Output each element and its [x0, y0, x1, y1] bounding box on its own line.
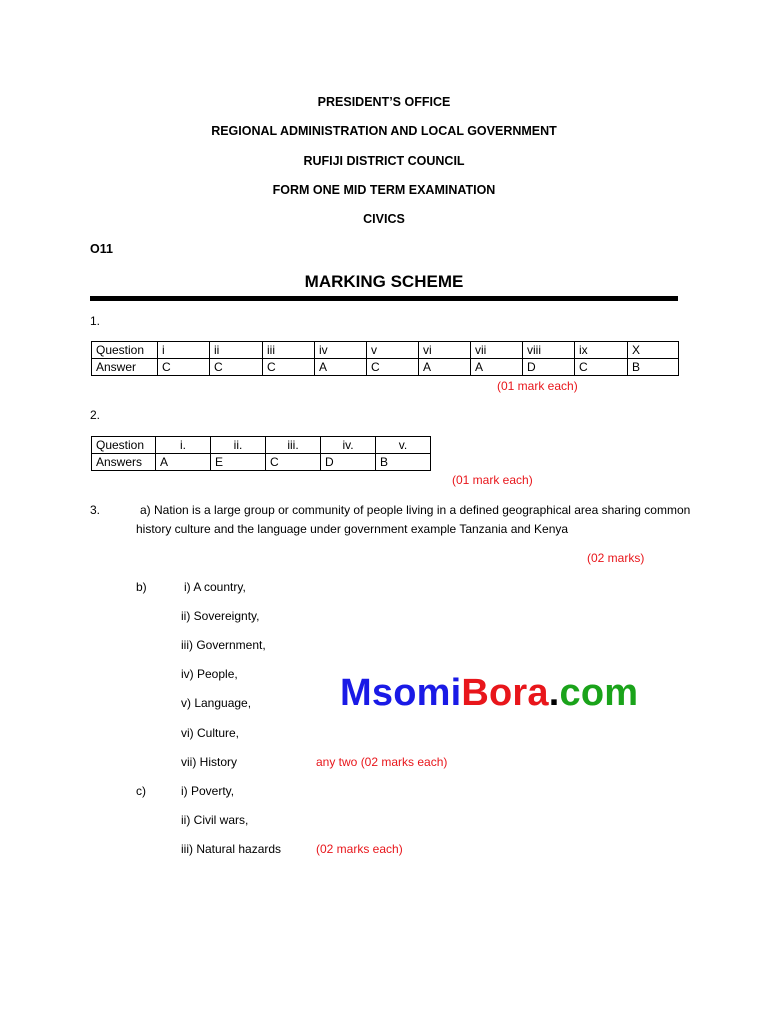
- q3c-label: c): [136, 784, 146, 798]
- q3b-item: iii) Government,: [181, 638, 266, 652]
- q1-answer-cell: C: [367, 359, 419, 376]
- q1-answer-cell: C: [158, 359, 210, 376]
- header-district-council: RUFIJI DISTRICT COUNCIL: [303, 154, 465, 168]
- q1-question-cell: vi: [419, 342, 471, 359]
- watermark-bora: Bora: [461, 672, 549, 714]
- q2-question-label: Question: [92, 437, 156, 454]
- q2-question-cell: v.: [376, 437, 431, 454]
- q1-answer-cell: D: [523, 359, 575, 376]
- q1-question-cell: viii: [523, 342, 575, 359]
- title-rule: [90, 296, 678, 301]
- q1-answer-cell: C: [210, 359, 263, 376]
- q2-question-cell: iii.: [266, 437, 321, 454]
- q1-question-cell: X: [628, 342, 679, 359]
- watermark-msomi: Msomi: [340, 672, 462, 714]
- q2-question-cell: iv.: [321, 437, 376, 454]
- q3b-item: iv) People,: [181, 667, 238, 681]
- q3b-item: v) Language,: [181, 696, 252, 710]
- q2-answer-cell: A: [156, 454, 211, 471]
- q1-question-cell: ii: [210, 342, 263, 359]
- watermark-com: com: [559, 672, 639, 714]
- q2-answer-cell: E: [211, 454, 266, 471]
- q2-answer-label: Answers: [92, 454, 156, 471]
- q3b-item: ii) Sovereignty,: [181, 609, 260, 623]
- q2-answer-table: [91, 436, 431, 471]
- q3c-marks-note: (02 marks each): [316, 842, 403, 856]
- q1-question-cell: iv: [315, 342, 367, 359]
- q1-answer-label: Answer: [92, 359, 158, 376]
- q1-answer-cell: C: [575, 359, 628, 376]
- q2-question-cell: i.: [156, 437, 211, 454]
- q3b-item: i) A country,: [184, 580, 246, 594]
- q2-answer-cell: D: [321, 454, 376, 471]
- q3c-item: ii) Civil wars,: [181, 813, 249, 827]
- q3a-marks-note: (02 marks): [587, 551, 645, 565]
- q3a-answer-text: a) Nation is a large group or community of people living in a defined geographical area sharing common history culture and the language under government example Tanzania and Kenya: [136, 503, 691, 536]
- q1-question-label: Question: [92, 342, 158, 359]
- q1-question-row: [92, 342, 679, 359]
- q2-answer-row: [92, 454, 431, 471]
- header-regional-administration: REGIONAL ADMINISTRATION AND LOCAL GOVERNMENT: [211, 124, 557, 138]
- q1-number: 1.: [90, 314, 101, 328]
- header-exam-name: FORM ONE MID TERM EXAMINATION: [272, 183, 496, 197]
- q1-question-cell: i: [158, 342, 210, 359]
- q2-number: 2.: [90, 408, 101, 422]
- q1-question-cell: ix: [575, 342, 628, 359]
- watermark-dot: .: [548, 672, 560, 714]
- q1-answer-cell: A: [315, 359, 367, 376]
- q1-answer-cell: A: [471, 359, 523, 376]
- q3b-label: b): [136, 580, 147, 594]
- q3b-item: vii) History: [181, 755, 237, 769]
- q2-marks-note: (01 mark each): [452, 473, 533, 487]
- q3-number: 3.: [90, 503, 101, 517]
- q1-answer-cell: C: [263, 359, 315, 376]
- q3c-item: i) Poverty,: [181, 784, 235, 798]
- q1-answer-cell: B: [628, 359, 679, 376]
- q1-answer-table: [91, 341, 679, 376]
- q1-question-cell: v: [367, 342, 419, 359]
- subject-code: O11: [90, 242, 113, 256]
- page-title: MARKING SCHEME: [304, 272, 464, 291]
- q1-answer-row: [92, 359, 679, 376]
- q1-answer-cell: A: [419, 359, 471, 376]
- q2-answer-cell: C: [266, 454, 321, 471]
- q2-question-cell: ii.: [211, 437, 266, 454]
- header-subject: CIVICS: [363, 212, 405, 226]
- q2-question-row: [92, 437, 431, 454]
- msomibora-watermark: [340, 672, 638, 715]
- q1-marks-note: (01 mark each): [497, 379, 578, 393]
- q1-question-cell: vii: [471, 342, 523, 359]
- header-presidents-office: PRESIDENT’S OFFICE: [317, 95, 451, 109]
- q3c-item: iii) Natural hazards: [181, 842, 282, 856]
- q3b-item: vi) Culture,: [181, 726, 240, 740]
- q2-answer-cell: B: [376, 454, 431, 471]
- q3b-marks-note: any two (02 marks each): [316, 755, 448, 769]
- q1-question-cell: iii: [263, 342, 315, 359]
